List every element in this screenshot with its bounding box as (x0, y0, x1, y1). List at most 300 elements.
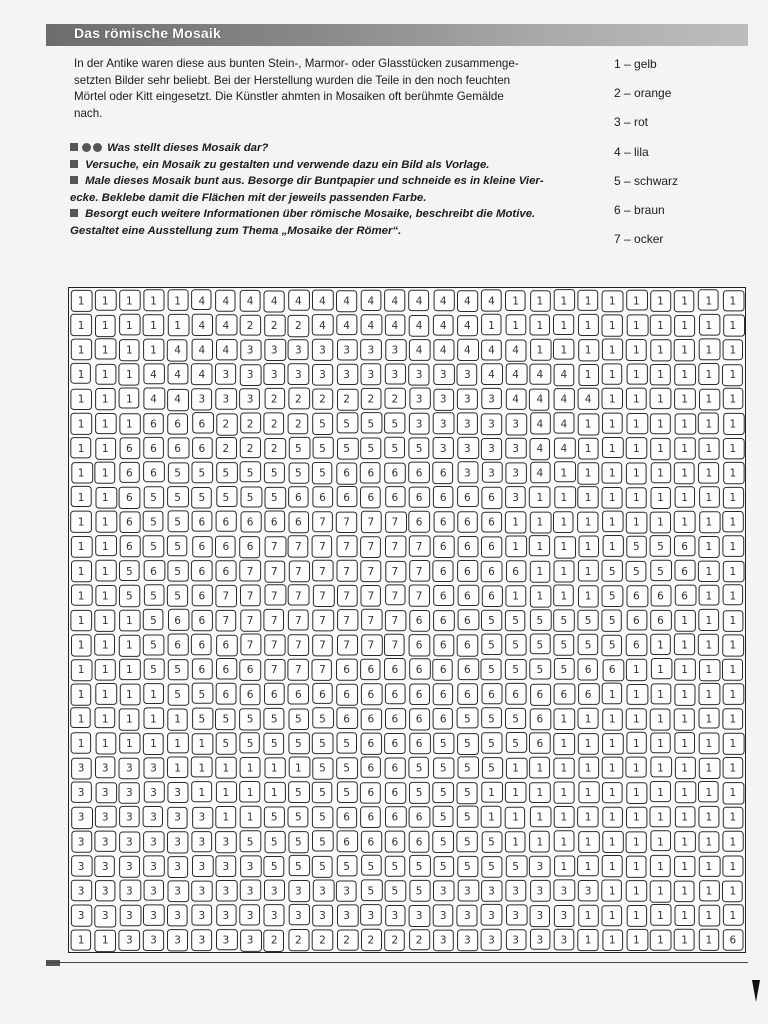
mosaic-tile-number: 5 (464, 787, 471, 800)
mosaic-tile-number: 3 (536, 910, 544, 923)
task-item-continued (70, 190, 570, 207)
mosaic-tile-number: 5 (608, 639, 616, 652)
mosaic-tile-number: 5 (222, 738, 230, 750)
task-text: Male dieses Mosaik bunt aus. Besorge dir Buntpapier und schneide es in kleine Vier- (85, 175, 544, 187)
mosaic-tile-number: 1 (633, 664, 640, 677)
mosaic-tile-number: 3 (415, 910, 423, 923)
mosaic-tile-number: 6 (343, 664, 350, 677)
mosaic-tile-number: 1 (101, 615, 109, 627)
mosaic-tile-number: 1 (584, 713, 592, 726)
mosaic-grid (68, 287, 746, 953)
mosaic-tile-number: 1 (270, 762, 278, 775)
mosaic-tile-number: 5 (174, 516, 181, 529)
mosaic-tile-number: 6 (584, 688, 592, 701)
mosaic-tile-number: 1 (729, 664, 737, 677)
mosaic-tile-number: 1 (101, 442, 109, 455)
task-square-icon (70, 209, 78, 217)
mosaic-tile-number: 1 (126, 369, 133, 382)
mosaic-tile-number: 2 (319, 934, 326, 947)
mosaic-tile-number: 1 (560, 344, 568, 357)
mosaic-tile-number: 5 (343, 418, 350, 431)
mosaic-tile-number: 3 (512, 492, 519, 504)
mosaic-tile-number: 1 (77, 713, 85, 726)
mosaic-tile-number: 1 (101, 541, 109, 554)
mosaic-tile-number: 3 (198, 934, 206, 947)
mosaic-tile-number: 5 (536, 615, 544, 627)
mosaic-tile-number: 1 (608, 836, 616, 849)
mosaic-tile-number: 1 (77, 738, 85, 750)
mosaic-tile-number: 1 (729, 492, 737, 504)
mosaic-tile-number: 4 (415, 344, 423, 357)
mosaic-tile-number: 7 (415, 590, 423, 603)
mosaic-tile-number: 5 (295, 787, 302, 800)
mosaic-tile-number: 1 (705, 811, 713, 824)
mosaic-tile-number: 5 (174, 467, 181, 480)
mosaic-tile-number: 3 (343, 344, 350, 357)
task-square-icon (70, 176, 78, 184)
mosaic-tile-number: 3 (101, 910, 109, 923)
mosaic-tile-number: 3 (488, 467, 495, 480)
mosaic-tile-number: 1 (536, 565, 544, 578)
mosaic-tile-number: 4 (174, 344, 181, 357)
mosaic-tile-number: 6 (270, 688, 278, 701)
mosaic-tile-number: 1 (222, 787, 230, 800)
mosaic-tile-number: 1 (608, 738, 616, 750)
mosaic-tile-number: 1 (77, 590, 85, 603)
mosaic-tile-number: 5 (150, 664, 157, 677)
mosaic-tile-number: 5 (150, 492, 157, 504)
mosaic-tile-number: 7 (295, 565, 302, 578)
mosaic-tile-number: 5 (270, 860, 278, 873)
mosaic-tile-number: 1 (729, 615, 737, 627)
mosaic-tile-number: 3 (488, 910, 495, 923)
mosaic-tile-number: 6 (536, 688, 544, 701)
mosaic-tile-number: 5 (319, 442, 326, 455)
mosaic-tile-number: 6 (391, 664, 399, 677)
mosaic-tile-number: 1 (174, 319, 181, 332)
mosaic-tile-number: 6 (633, 590, 640, 603)
mosaic-tile-number: 5 (464, 713, 471, 726)
mosaic-tile-number: 1 (681, 516, 688, 529)
mosaic-tile-number: 1 (608, 492, 616, 504)
mosaic-tile-number: 5 (319, 467, 326, 480)
mosaic-tile-number: 1 (560, 319, 568, 332)
mosaic-tile-number: 1 (608, 418, 616, 431)
mosaic-tile-number: 1 (560, 492, 568, 504)
mosaic-tile-number: 5 (367, 442, 375, 455)
mosaic-tile-number: 1 (681, 615, 688, 627)
mosaic-tile-number: 1 (729, 319, 737, 332)
mosaic-tile-number: 1 (560, 738, 568, 750)
mosaic-tile-number: 1 (77, 565, 85, 578)
task-item-continued (70, 223, 570, 240)
mosaic-tile-number: 2 (246, 319, 254, 332)
mosaic-tile-number: 1 (633, 516, 640, 529)
mosaic-tile-number: 1 (681, 467, 688, 480)
mosaic-tile-number: 6 (415, 664, 423, 677)
mosaic-tile-number: 1 (584, 934, 592, 947)
mosaic-tile-number: 1 (126, 713, 133, 726)
mosaic-tile-number: 7 (415, 541, 423, 554)
mosaic-tile-number: 2 (295, 319, 302, 332)
mosaic-tile-number: 3 (439, 369, 447, 382)
task-item (70, 157, 570, 174)
mosaic-tile-number: 6 (367, 688, 375, 701)
mosaic-tile-number: 5 (319, 738, 326, 750)
mosaic-tile-number: 6 (150, 442, 157, 455)
mosaic-tile-number: 1 (488, 319, 495, 332)
mosaic-tile-number: 1 (657, 787, 664, 800)
mosaic-tile-number: 1 (681, 787, 688, 800)
mosaic-tile-number: 5 (150, 590, 157, 603)
mosaic-tile-number: 6 (367, 811, 375, 824)
mosaic-tile-number: 1 (584, 344, 592, 357)
mosaic-tile-number: 5 (270, 811, 278, 824)
mosaic-tile-number: 6 (488, 590, 495, 603)
intro-line: In der Antike waren diese aus bunten Stein-, Marmor- oder Glasstücken zusammenge- (74, 57, 519, 70)
mosaic-tile-number: 7 (415, 565, 423, 578)
mosaic-tile-number: 6 (367, 787, 375, 800)
mosaic-tile-number: 5 (391, 442, 399, 455)
mosaic-tile-number: 1 (584, 910, 592, 923)
mosaic-tile-number: 3 (295, 344, 302, 357)
mosaic-tile-number: 5 (488, 664, 495, 677)
mosaic-tile-number: 4 (343, 295, 350, 308)
mosaic-tile-number: 1 (150, 344, 157, 357)
mosaic-tile-number: 2 (270, 418, 278, 431)
mosaic-tile-number: 1 (657, 418, 664, 431)
mosaic-tile-number: 5 (270, 467, 278, 480)
mosaic-tile-number: 4 (464, 295, 471, 308)
mosaic-tile-number: 1 (560, 787, 568, 800)
mosaic-tile-number: 6 (367, 738, 375, 750)
legend-item: 4 – lila (614, 144, 649, 159)
mosaic-tile-number: 5 (222, 467, 230, 480)
mosaic-tile-number: 5 (198, 713, 206, 726)
mosaic-tile-number: 6 (464, 565, 471, 578)
task-circle-icon (82, 143, 91, 152)
mosaic-tile-number: 2 (270, 442, 278, 455)
mosaic-tile-number: 1 (536, 836, 544, 849)
mosaic-tile-number: 1 (729, 836, 737, 849)
mosaic-tile-number: 3 (246, 885, 254, 898)
mosaic-tile-number: 6 (415, 492, 423, 504)
mosaic-tile-number: 5 (367, 885, 375, 898)
mosaic-tile-number: 3 (150, 885, 157, 898)
mosaic-tile-number: 1 (77, 516, 85, 529)
mosaic-tile-number: 3 (560, 885, 568, 898)
mosaic-tile-number: 1 (681, 885, 688, 898)
mosaic-tile-number: 7 (319, 516, 326, 529)
mosaic-tile-number: 1 (77, 541, 85, 554)
mosaic-tile-number: 3 (246, 344, 254, 357)
mosaic-tile-number: 3 (246, 369, 254, 382)
mosaic-tile-number: 1 (198, 762, 206, 775)
mosaic-tile-number: 1 (681, 836, 688, 849)
mosaic-tile-number: 3 (77, 860, 85, 873)
mosaic-tile-number: 1 (681, 295, 688, 308)
mosaic-tile-number: 6 (415, 836, 423, 849)
mosaic-tile-number: 3 (150, 811, 157, 824)
mosaic-tile-number: 3 (319, 885, 326, 898)
task-text: Besorgt euch weitere Informationen über römische Mosaike, beschreibt die Motive. (85, 208, 536, 220)
mosaic-tile-number: 6 (367, 664, 375, 677)
mosaic-tile-number: 4 (391, 319, 399, 332)
mosaic-tile-number: 5 (319, 762, 326, 775)
mosaic-tile-number: 5 (174, 565, 181, 578)
mosaic-tile-number: 1 (681, 934, 688, 947)
mosaic-tile-number: 1 (77, 393, 85, 406)
mosaic-tile-number: 1 (705, 885, 713, 898)
mosaic-tile-number: 1 (295, 762, 302, 775)
mosaic-tile-number: 5 (270, 836, 278, 849)
mosaic-tile-number: 1 (101, 516, 109, 529)
mosaic-tile-number: 1 (536, 344, 544, 357)
mosaic-tile-number: 1 (681, 639, 688, 652)
mosaic-tile-number: 3 (174, 860, 181, 873)
mosaic-tile-number: 6 (126, 492, 133, 504)
mosaic-tile-number: 1 (101, 492, 109, 504)
mosaic-tile-number: 1 (657, 393, 664, 406)
mosaic-tile-number: 1 (681, 860, 688, 873)
mosaic-tile-number: 2 (367, 393, 375, 406)
mosaic-tile-number: 6 (488, 565, 495, 578)
mosaic-tile-number: 7 (270, 615, 278, 627)
mosaic-tile-number: 1 (77, 319, 85, 332)
mosaic-tile-number: 5 (150, 516, 157, 529)
mosaic-tile-number: 3 (222, 393, 230, 406)
mosaic-tile-number: 7 (367, 639, 375, 652)
mosaic-tile-number: 7 (295, 615, 302, 627)
task-text: Was stellt dieses Mosaik dar? (107, 142, 269, 154)
mosaic-tile-number: 1 (729, 393, 737, 406)
mosaic-tile-number: 1 (657, 467, 664, 480)
mosaic-tile-number: 6 (391, 688, 399, 701)
mosaic-tile-number: 1 (101, 418, 109, 431)
mosaic-tile-number: 3 (343, 369, 350, 382)
mosaic-tile-number: 1 (584, 442, 592, 455)
mosaic-tile-number: 6 (222, 688, 230, 701)
mosaic-tile-number: 1 (608, 369, 616, 382)
mosaic-tile-number: 3 (512, 467, 519, 480)
mosaic-tile-number: 1 (705, 615, 713, 627)
mosaic-tile-number: 5 (608, 565, 616, 578)
mosaic-tile-number: 3 (126, 934, 133, 947)
mosaic-tile-number: 1 (488, 787, 495, 800)
mosaic-tile-number: 1 (681, 393, 688, 406)
mosaic-tile-number: 3 (319, 910, 326, 923)
mosaic-tile-number: 6 (319, 688, 326, 701)
mosaic-tile-number: 6 (391, 787, 399, 800)
mosaic-tile-number: 1 (633, 344, 640, 357)
mosaic-tile-number: 5 (246, 492, 254, 504)
task-list (70, 140, 570, 239)
mosaic-tile-number: 7 (270, 639, 278, 652)
mosaic-tile-number: 5 (633, 565, 640, 578)
mosaic-tile-number: 5 (415, 860, 423, 873)
mosaic-tile-number: 1 (150, 295, 157, 308)
mosaic-tile-number: 1 (657, 319, 664, 332)
mosaic-tile-number: 1 (101, 934, 109, 947)
mosaic-tile-number: 1 (681, 688, 688, 701)
mosaic-tile-number: 1 (705, 319, 713, 332)
mosaic-tile-number: 7 (367, 615, 375, 627)
mosaic-tile-number: 3 (439, 910, 447, 923)
mosaic-tile-number: 6 (729, 934, 737, 947)
mosaic-tile-number: 5 (439, 860, 447, 873)
mosaic-tile-number: 3 (174, 934, 181, 947)
mosaic-tile-number: 1 (657, 639, 664, 652)
mosaic-tile-number: 1 (174, 738, 181, 750)
mosaic-tile-number: 3 (77, 787, 85, 800)
mosaic-tile-number: 3 (536, 934, 544, 947)
mosaic-tile-number: 6 (295, 516, 302, 529)
mosaic-tile-number: 1 (150, 713, 157, 726)
mosaic-tile-number: 5 (439, 762, 447, 775)
mosaic-tile-number: 4 (391, 295, 399, 308)
mosaic-tile-number: 3 (150, 762, 157, 775)
mosaic-tile-number: 5 (198, 688, 206, 701)
mosaic-tile-number: 4 (512, 344, 519, 357)
mosaic-tile-number: 1 (681, 492, 688, 504)
mosaic-tile-number: 1 (608, 787, 616, 800)
mosaic-tile-number: 3 (536, 860, 544, 873)
mosaic-tile-number: 3 (150, 934, 157, 947)
mosaic-tile-number: 1 (608, 934, 616, 947)
mosaic-tile-number: 6 (246, 541, 254, 554)
mosaic-tile-number: 1 (608, 688, 616, 701)
mosaic-tile-number: 4 (439, 319, 447, 332)
mosaic-tile-number: 1 (657, 664, 664, 677)
mosaic-tile-number: 7 (319, 639, 326, 652)
mosaic-tile-number: 4 (415, 295, 423, 308)
mosaic-tile-number: 1 (729, 738, 737, 750)
mosaic-tile-number: 2 (295, 418, 302, 431)
mosaic-tile-number: 6 (464, 639, 471, 652)
mosaic-tile-number: 1 (705, 565, 713, 578)
mosaic-tile-number: 4 (319, 319, 326, 332)
mosaic-tile-number: 6 (560, 688, 568, 701)
mosaic-tile-number: 1 (101, 639, 109, 652)
mosaic-tile-number: 6 (657, 615, 664, 627)
mosaic-tile-number: 6 (126, 541, 133, 554)
mosaic-tile-number: 5 (391, 860, 399, 873)
mosaic-tile-number: 6 (464, 516, 471, 529)
color-legend (614, 56, 734, 260)
mosaic-tile-number: 3 (150, 910, 157, 923)
mosaic-tile-number: 6 (270, 516, 278, 529)
mosaic-tile-number: 4 (198, 319, 206, 332)
mosaic-tile-number: 5 (391, 885, 399, 898)
mosaic-tile-number: 4 (198, 369, 206, 382)
mosaic-tile-number: 2 (270, 934, 278, 947)
mosaic-tile-number: 2 (367, 934, 375, 947)
mosaic-tile-number: 6 (633, 639, 640, 652)
mosaic-tile-number: 6 (415, 738, 423, 750)
mosaic-tile-number: 5 (415, 762, 423, 775)
mosaic-tile-number: 5 (295, 860, 302, 873)
mosaic-tile-number: 4 (319, 295, 326, 308)
mosaic-tile-number: 1 (101, 344, 109, 357)
mosaic-tile-number: 1 (560, 295, 568, 308)
mosaic-tile-number: 4 (222, 319, 230, 332)
mosaic-tile-number: 6 (584, 664, 592, 677)
mosaic-tile-number: 6 (367, 836, 375, 849)
mosaic-tile-number: 3 (270, 910, 278, 923)
mosaic-tile-number: 5 (246, 836, 254, 849)
mosaic-tile-number: 1 (584, 319, 592, 332)
mosaic-tile-number: 1 (536, 762, 544, 775)
mosaic-tile-number: 7 (391, 541, 399, 554)
mosaic-tile-number: 4 (150, 393, 157, 406)
mosaic-tile-number: 1 (657, 811, 664, 824)
mosaic-tile-number: 6 (150, 467, 157, 480)
mosaic-tile-number: 1 (705, 762, 713, 775)
mosaic-tile-number: 1 (729, 713, 737, 726)
mosaic-tile-number: 1 (150, 688, 157, 701)
mosaic-tile-number: 1 (657, 442, 664, 455)
mosaic-tile-number: 1 (584, 836, 592, 849)
mosaic-tile-number: 3 (439, 885, 447, 898)
mosaic-tile-number: 3 (101, 811, 109, 824)
mosaic-tile-number: 7 (391, 516, 399, 529)
mosaic-tile-number: 7 (391, 639, 399, 652)
mosaic-tile-number: 7 (295, 664, 302, 677)
mosaic-tile-number: 5 (488, 836, 495, 849)
mosaic-tile-number: 1 (633, 713, 640, 726)
mosaic-tile-number: 5 (536, 639, 544, 652)
mosaic-tile-number: 1 (633, 442, 640, 455)
mosaic-tile-number: 1 (608, 762, 616, 775)
mosaic-tile-number: 6 (246, 516, 254, 529)
mosaic-tile-number: 7 (222, 615, 230, 627)
mosaic-tile-number: 3 (222, 885, 230, 898)
mosaic-tile-number: 3 (174, 885, 181, 898)
mosaic-tile-number: 5 (343, 787, 350, 800)
mosaic-tile-number: 3 (198, 885, 206, 898)
mosaic-tile-number: 3 (174, 910, 181, 923)
mosaic-tile-number: 1 (681, 713, 688, 726)
mosaic-tile-number: 6 (319, 492, 326, 504)
mosaic-tile-number: 4 (270, 295, 278, 308)
mosaic-tile-number: 1 (536, 516, 544, 529)
mosaic-tile-number: 1 (705, 418, 713, 431)
mosaic-tile-number: 5 (246, 738, 254, 750)
mosaic-tile-number: 7 (319, 565, 326, 578)
mosaic-tile-number: 1 (101, 713, 109, 726)
mosaic-tile-number: 3 (343, 910, 350, 923)
mosaic-tile-number: 1 (608, 860, 616, 873)
mosaic-tile-number: 1 (681, 418, 688, 431)
mosaic-tile-number: 3 (150, 787, 157, 800)
mosaic-tile-number: 7 (246, 590, 254, 603)
mosaic-tile-number: 1 (705, 836, 713, 849)
mosaic-tile-number: 5 (174, 590, 181, 603)
mosaic-tile-number: 4 (560, 393, 568, 406)
mosaic-tile-number: 5 (512, 664, 519, 677)
mosaic-tile-number: 7 (343, 615, 350, 627)
mosaic-tile-number: 5 (633, 541, 640, 554)
mosaic-tile-number: 3 (126, 762, 133, 775)
mosaic-tile-number: 6 (464, 590, 471, 603)
mosaic-tile-number: 3 (101, 885, 109, 898)
mosaic-tile-number: 5 (126, 590, 133, 603)
task-circle-icon (93, 143, 102, 152)
mosaic-tile-number: 1 (608, 811, 616, 824)
mosaic-tile-number: 6 (222, 516, 230, 529)
mosaic-tile-number: 1 (729, 442, 737, 455)
mosaic-tile-number: 1 (633, 836, 640, 849)
